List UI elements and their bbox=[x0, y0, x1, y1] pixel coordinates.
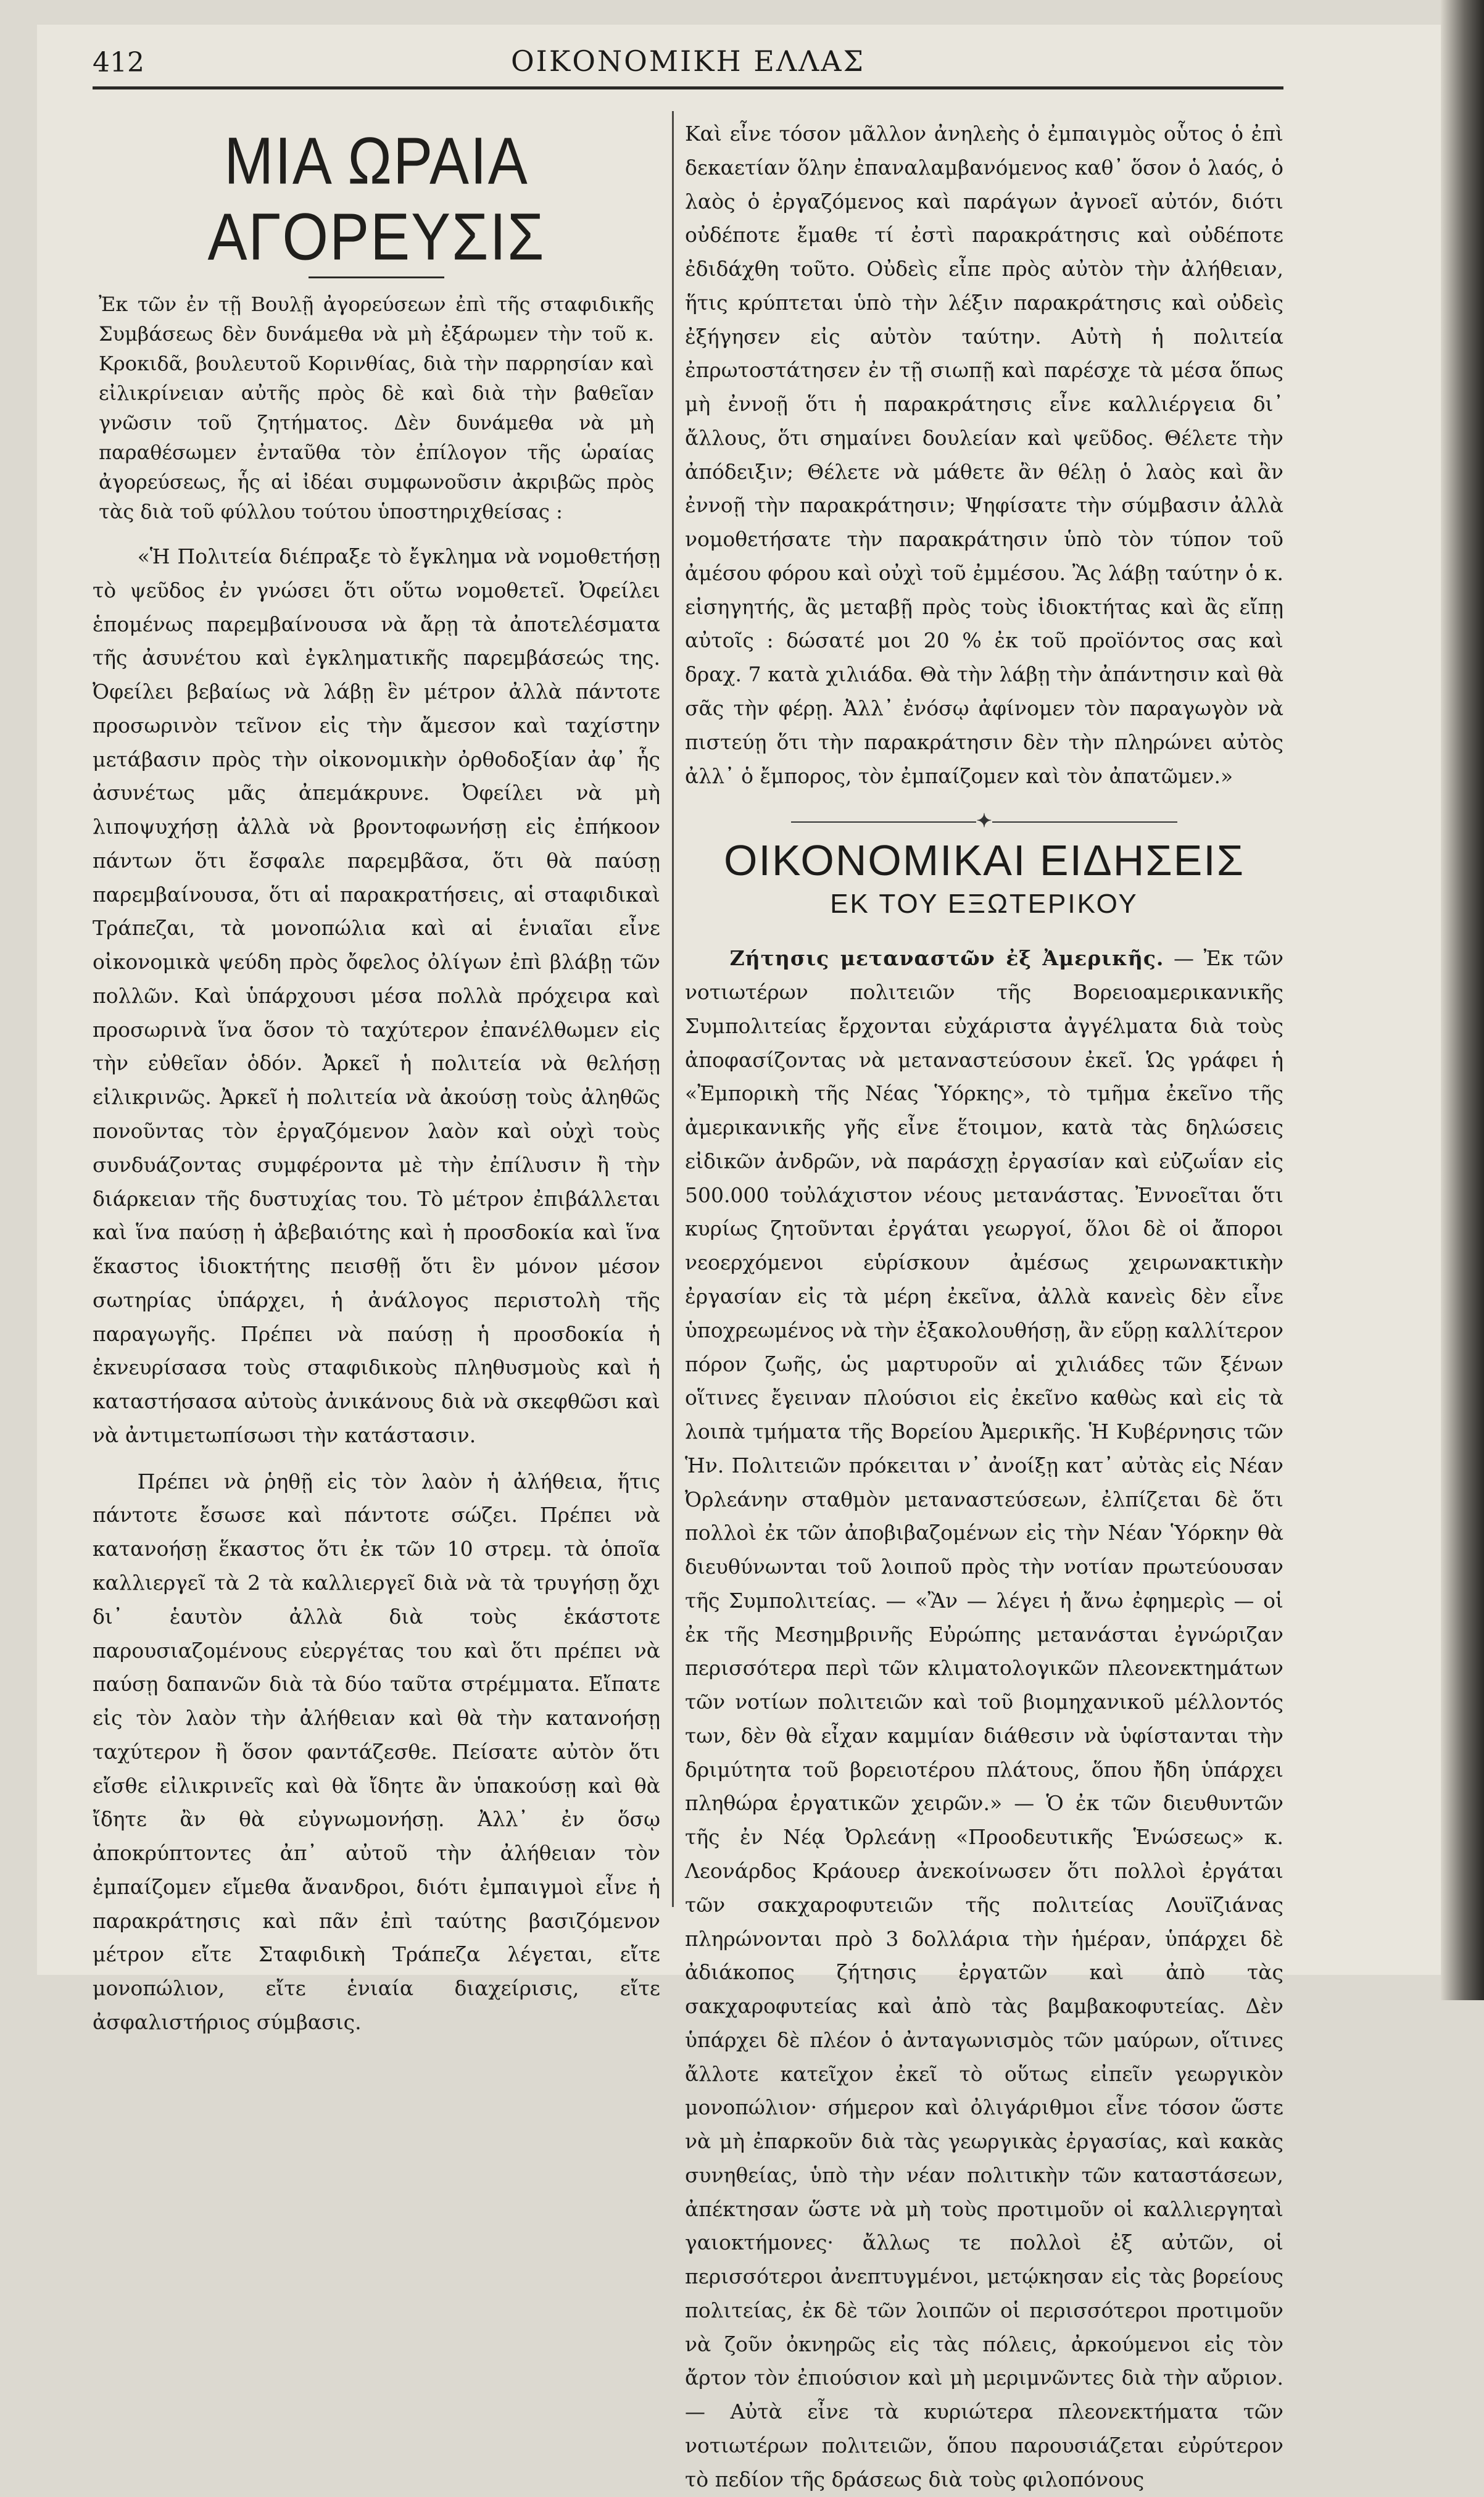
article-paragraph: Πρέπει νὰ ῥηθῇ εἰς τὸν λαὸν ἡ ἀλήθεια, ἥτις πάντοτε ἔσωσε καὶ πάντοτε σώζει. Πρέπει νὰ κατανοήσῃ ἕκαστος ὅτι ἐκ τῶν 10 στρεμ. τὰ ὁποῖα καλλιεργεῖ τὰ 2 τὰ καλλιεργεῖ διὰ νὰ τὰ τρυγήσῃ ὄχι δι᾽ ἑαυτὸν ἀλλὰ διὰ τοὺς ἑκάστοτε παρουσιαζομένους εὐεργέτας του καὶ ὅτι πρέπει νὰ παύσῃ δαπανῶν διὰ τὰ δύο ταῦτα στρέμματα. Εἴπατε εἰς τὸν λαὸν τὴν ἀλήθειαν καὶ θὰ τὴν κατανοήσῃ ταχύτερον ἢ ὅσον φαντάζεσθε. Πείσατε αὐτὸν ὅτι εἴσθε εἰλικρινεῖς καὶ θὰ ἴδητε ἂν ὑπακούσῃ καὶ θὰ ἴδητε ἂν θὰ εὐγνωμονήσῃ. Ἀλλ᾽ ἐν ὅσῳ ἀποκρύπτοντες ἀπ᾽ αὐτοῦ τὴν ἀλήθειαν τὸν ἐμπαίζομεν εἴμεθα ἄνανδροι, διότι ἐμπαιγμοὶ εἶνε ἡ παρακράτησις καὶ πᾶν ἐπὶ ταύτης βασιζόμενον μέτρον εἴτε Σταφιδικὴ Τράπεζα λέγεται, εἴτε μονοπώλιον, εἴτε ἑνιαία διαχείρισις, εἴτε ἀσφαλιστήριος σύμβασις. bbox=[93, 1469, 660, 2034]
column-divider bbox=[672, 111, 674, 1907]
article-body bbox=[93, 540, 660, 2040]
story-text: Ἐκ τῶν νοτιωτέρων πολιτειῶν τῆς Βορειοαμερικανικῆς Συμπολιτείας ἔρχονται εὐχάριστα ἀγγέλματα διὰ τοὺς ἀποφασίζοντας νὰ μεταναστεύσουν ἐκεῖ. Ὡς γράφει ἡ «Ἐμπορικὴ τῆς Νέας Ὑόρκης», τὸ τμῆμα ἐκεῖνο τῆς ἀμερικανικῆς γῆς εἶνε ἕτοιμον, κατὰ τὰς δηλώσεις εἰδικῶν ἀνδρῶν, νὰ παράσχῃ ἐργασίαν καὶ εὐζωΐαν εἰς 500.000 τοὐλάχιστον νέους μετανάστας. Ἐννοεῖται ὅτι κυρίως ζητοῦνται ἐργάται γεωργοί, ὅλοι δὲ οἱ ἄποροι νεοερχόμενοι εὑρίσκουν ἀμέσως χειρωνακτικὴν ἐργασίαν εἰς τὰ μέρη ἐκεῖνα, ἀλλὰ κανεὶς δὲν εἶνε ὑποχρεωμένος νὰ τὴν ἐξακολουθήσῃ, ἂν εὕρῃ καλλίτερον πόρον ζωῆς, ὡς μαρτυροῦν αἱ χιλιάδες τῶν ξένων οἵτινες ἔγειναν πλούσιοι εἰς ἐκεῖνο καθὼς καὶ εἰς τὰ λοιπὰ τμήματα τῆς Βορείου Ἀμερικῆς. Ἡ Κυβέρνησις τῶν Ἡν. Πολιτειῶν πρόκειται ν᾽ ἀνοίξῃ κατ᾽ αὐτὰς εἰς Νέαν Ὀρλεάνην σταθμὸν μεταναστεύσεων, ἐλπίζεται δὲ ὅτι πολλοὶ ἐκ τῶν ἀποβιβαζομένων εἰς τὴν Νέαν Ὑόρκην θὰ διευθύνωνται τοῦ λοιποῦ πρὸς τὴν νοτίαν πρωτεύουσαν τῆς Συμπολιτείας. — «Ἂν — λέγει ἡ ἄνω ἐφημερὶς — οἱ ἐκ τῆς Μεσημβρινῆς Εὐρώπης μετανάσται ἐγνώριζαν περισσότερα περὶ τῶν κλιματολογικῶν πλεονεκτημάτων τῶν νοτίων πολιτειῶν καὶ τοῦ βιομηχανικοῦ μέλλοντός των, δὲν θὰ εἶχαν καμμίαν διάθεσιν νὰ ὑφίστανται τὴν δριμύτητα τοῦ βορειοτέρου πλάτους, ὅπου ἤδη ὑπάρχει πληθώρα ἐργατικῶν χειρῶν.» — Ὁ ἐκ τῶν διευθυντῶν τῆς ἐν Νέᾳ Ὀρλεάνῃ «Προοδευτικῆς Ἑνώσεως» κ. Λεονάρδος Κράουερ ἀνεκοίνωσεν ὅτι πολλοὶ ἐργάται τῶν σακχαροφυτειῶν τῆς πολιτείας Λουϊζιάνας πληρώνονται πρὸ 3 δολλάρια τὴν ἡμέραν, ὑπάρχει δὲ ἀδιάκοπος ζήτησις ἐργατῶν καὶ ἀπὸ τὰς σακχαροφυτείας καὶ ἀπὸ τὰς βαμβακοφυτείας. Δὲν ὑπάρχει δὲ πλέον ὁ ἀνταγωνισμὸς τῶν μαύρων, οἵτινες ἄλλοτε κατεῖχον ἐκεῖ τὸ οὕτως εἰπεῖν γεωργικὸν μονοπώλιον· σήμερον καὶ ὀλιγάριθμοι εἶνε τόσον ὥστε νὰ μὴ ἐπαρκοῦν διὰ τὰς γεωργικὰς ἐργασίας, καὶ κακὰς συνηθείας, ὑπὸ τὴν νέαν πολιτικὴν τῶν καταστάσεων, ἀπέκτησαν ὥστε νὰ μὴ τοὺς προτιμοῦν οἱ καλλιεργηταὶ γαιοκτήμονες· ἄλλως τε πολλοὶ ἐξ αὐτῶν, οἱ περισσότεροι ἀνεπτυγμένοι, μετῴκησαν εἰς τὰς βορείους πολιτείας, ἐκ δὲ τῶν λοιπῶν οἱ περισσότεροι προτιμοῦν νὰ ζοῦν ὀκνηρῶς εἰς τὰς πόλεις, ἀρκούμενοι εἰς τὸν ἄρτον τὸν ἐπιούσιον καὶ μὴ μεριμνῶντες διὰ τὴν αὔριον. — Αὐτὰ εἶνε τὰ κυριώτερα πλεονεκτήματα τῶν νοτιωτέρων πολιτειῶν, ὅπου παρουσιάζεται εὐρύτερον τὸ πεδίον τῆς δράσεως διὰ τοὺς φιλοπόνους bbox=[685, 946, 1284, 2491]
article-intro: Ἐκ τῶν ἐν τῇ Βουλῇ ἀγορεύσεων ἐπὶ τῆς σταφιδικῆς Συμβάσεως δὲν δυνάμεθα νὰ μὴ ἐξάρωμεν τὴν τοῦ κ. Κροκιδᾶ, βουλευτοῦ Κορινθίας, διὰ τὴν παρρησίαν καὶ εἰλικρίνειαν αὐτῆς πρὸς δὲ καὶ διὰ τὴν βαθεῖαν γνῶσιν τοῦ ζητήματος. Δὲν δυνάμεθα νὰ μὴ παραθέσωμεν ἐνταῦθα τὸν ἐπίλογον τῆς ὡραίας ἀγορεύσεως, ἧς αἱ ἰδέαι συμφωνοῦσιν ἀκριβῶς πρὸς τὰς διὰ τοῦ φύλλου τούτου ὑποστηριχθείσας : bbox=[99, 293, 654, 523]
running-header bbox=[93, 43, 1283, 89]
news-paragraph bbox=[685, 942, 1283, 2496]
right-column bbox=[685, 805, 1283, 2496]
left-column bbox=[93, 105, 660, 2052]
article-paragraph: Καὶ εἶνε τόσον μᾶλλον ἀνηλεὴς ὁ ἐμπαιγμὸς οὗτος ὁ ἐπὶ δεκαετίαν ὅλην ἐπαναλαμβανόμενος καθ᾽ ὅσον ὁ λαός, ὁ λαὸς ὁ ἐργαζόμενος καὶ παράγων ἀγνοεῖ αὐτόν, διότι οὐδέποτε ἔμαθε τί ἐστὶ παρακράτησις καὶ οὐδέποτε ἐδιδάχθη τοῦτο. Οὐδεὶς εἶπε πρὸς αὐτὸν τὴν ἀλήθειαν, ἥτις κρύπτεται ὑπὸ τὴν λέξιν παρακράτησις καὶ οὐδεὶς ἐξήγησεν εἰς αὐτὸν ταύτην. Αὐτὴ ἡ πολιτεία ἐπρωτοστάτησεν ἐν τῇ σιωπῇ καὶ παρέσχε τὰ μέσα ὅπως μὴ ἐννοῇ ὅτι ἡ παρακράτησις εἶνε καλλιέργεια δι᾽ ἄλλους, ὅτι σημαίνει δουλείαν καὶ ψεῦδος. Θέλετε τὴν ἀπόδειξιν; Θέλετε νὰ μάθετε ἂν θέλῃ ὁ λαὸς καὶ ἂν ἐννοῇ τὴν παρακράτησιν; Ψηφίσατε τὴν σύμβασιν ἀλλὰ νομοθετήσατε τὴν παρακράτησιν ὑπὸ τὸν τύπον τοῦ ἀμέσου φόρου καὶ οὐχὶ τοῦ ἐμμέσου. Ἂς λάβῃ ταύτην ὁ κ. εἰσηγητής, ἂς μεταβῇ πρὸς τοὺς ἰδιοκτήτας καὶ ἂς εἴπῃ αὐτοῖς : δώσατέ μοι 20 % ἐκ τοῦ προϊόντος σας καὶ δραχ. 7 κατὰ χιλιάδα. Θὰ τὴν λάβῃ τὴν ἀπάντησιν καὶ θὰ σᾶς τὴν φέρῃ. Ἀλλ᾽ ἐνόσῳ ἀφίνομεν τὸν παραγωγὸν νὰ πιστεύῃ ὅτι τὴν παρακράτησιν δὲν τὴν πληρώνει αὐτὸς ἀλλ᾽ ὁ ἔμπορος, τὸν ἐμπαίζομεν καὶ τὸν ἀπατῶμεν.» bbox=[685, 122, 1283, 788]
article-title: ΜΙΑ ΩΡΑΙΑ ΑΓΟΡΕΥΣΙΣ bbox=[207, 124, 545, 275]
section-subtitle: ΕΚ ΤΟΥ ΕΞΩΤΕΡΙΚΟΥ bbox=[830, 889, 1138, 920]
story-dash: — bbox=[1164, 946, 1204, 971]
article-continuation bbox=[685, 117, 1283, 793]
news-story bbox=[685, 942, 1283, 2496]
story-title: Ζήτησις μεταναστῶν ἐξ Ἀμερικῆς. bbox=[729, 946, 1164, 971]
section-ornament: ✦ bbox=[685, 810, 1283, 832]
section-title: ΟΙΚΟΝΟΜΙΚΑΙ ΕΙΔΗΣΕΙΣ bbox=[723, 836, 1245, 885]
article-paragraph: «Ἡ Πολιτεία διέπραξε τὸ ἔγκλημα νὰ νομοθετήσῃ τὸ ψεῦδος ἐν γνώσει ὅτι οὕτω νομοθετεῖ. Ὀφείλει ἑπομένως παρεμβαίνουσα νὰ ἄρῃ τὰ ἀποτελέσματα τῆς ἀσυνέτου καὶ ἐγκληματικῆς παρεμβάσεώς της. Ὀφείλει βεβαίως νὰ λάβῃ ἓν μέτρον ἀλλὰ πάντοτε προσωρινὸν τεῖνον εἰς τὴν ἄμεσον καὶ ταχίστην μετάβασιν πρὸς τὴν οἰκονομικὴν ὀρθοδοξίαν ἀφ᾽ ἧς ἀσυνέτως μᾶς ἀπεμάκρυνε. Ὀφείλει νὰ μὴ λιποψυχήσῃ ἀλλὰ νὰ βροντοφωνήσῃ εἰς ἐπήκοον πάντων ὅτι ἔσφαλε παρεμβᾶσα, ὅτι θὰ παύσῃ παρεμβαίνουσα, ὅτι αἱ παρακρατήσεις, αἱ σταφιδικαὶ Τράπεζαι, τὰ μονοπώλια καὶ αἱ ἑνιαῖαι εἶνε οἰκονομικὰ ψεύδη πρὸς ὄφελος ὀλίγων ἐπὶ βλάβῃ τῶν πολλῶν. Καὶ ὑπάρχουσι μέσα πολλὰ πρόχειρα καὶ προσωρινὰ ἵνα ὅσον τὸ ταχύτερον ἐπανέλθωμεν εἰς τὴν εὐθεῖαν ὁδόν. Ἀρκεῖ ἡ πολιτεία νὰ θελήσῃ εἰλικρινῶς. Ἀρκεῖ ἡ πολιτεία νὰ ἀκούσῃ τοὺς ἀληθῶς πονοῦντας τὸν ἐργαζόμενον λαὸν καὶ οὐχὶ τοὺς συνδυάζοντας συμφέροντα μὲ τὴν ἐπίλυσιν ἢ τὴν διάρκειαν τῆς δυστυχίας του. Τὸ μέτρον ἐπιβάλλεται καὶ ἵνα παύσῃ ἡ ἀβεβαιότης καὶ ἡ προσδοκία καὶ ἵνα ἕκαστος ἰδιοκτήτης πεισθῇ ὅτι ἓν μόνον μέσον σωτηρίας ὑπάρχει, ἡ ἀνάλογος περιστολὴ τῆς παραγωγῆς. Πρέπει νὰ παύσῃ ἡ προσδοκία ἡ ἐκνευρίσασα τοὺς σταφιδικοὺς πληθυσμοὺς καὶ ἡ καταστήσασα αὐτοὺς ἀνικάνους διὰ νὰ σκεφθῶσι καὶ νὰ ἀντιμετωπίσωσι τὴν κατάστασιν. bbox=[93, 544, 660, 1447]
journal-title: ΟΙΚΟΝΟΜΙΚΗ ΕΛΛΑΣ bbox=[510, 44, 866, 78]
title-rule bbox=[309, 276, 444, 278]
page-number: 412 bbox=[93, 47, 144, 78]
book-spine-shadow bbox=[1441, 0, 1484, 2000]
